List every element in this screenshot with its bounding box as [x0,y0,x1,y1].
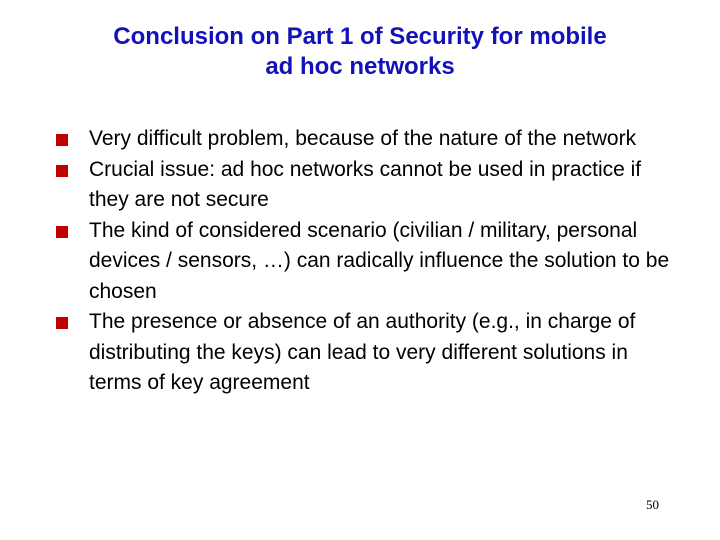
bullet-text: Crucial issue: ad hoc networks cannot be used in practice if they are not secure [89,157,642,211]
bullet-item [56,124,676,155]
page-number: 50 [646,497,659,512]
bullet-text: The presence or absence of an authority (e.g., in charge of distributing the keys) can lead to very different solutions in terms of key agreement [89,310,636,394]
bullet-text: Very difficult problem, because of the nature of the network [89,127,637,150]
bullet-item [56,155,676,216]
square-bullet-icon [56,134,68,146]
slide-title-line-1: Conclusion on Part 1 of Security for mobile [113,23,607,50]
bullet-list [56,124,676,399]
slide-title [40,22,680,82]
bullet-item [56,216,676,308]
bullet-text: The kind of considered scenario (civilian / military, personal devices / sensors, …) can radically influence the solution to be chosen [89,218,670,303]
square-bullet-icon [56,165,68,177]
slide-title-line-2: ad hoc networks [265,53,455,80]
square-bullet-icon [56,226,68,238]
bullet-item [56,307,676,399]
square-bullet-icon [56,317,68,329]
